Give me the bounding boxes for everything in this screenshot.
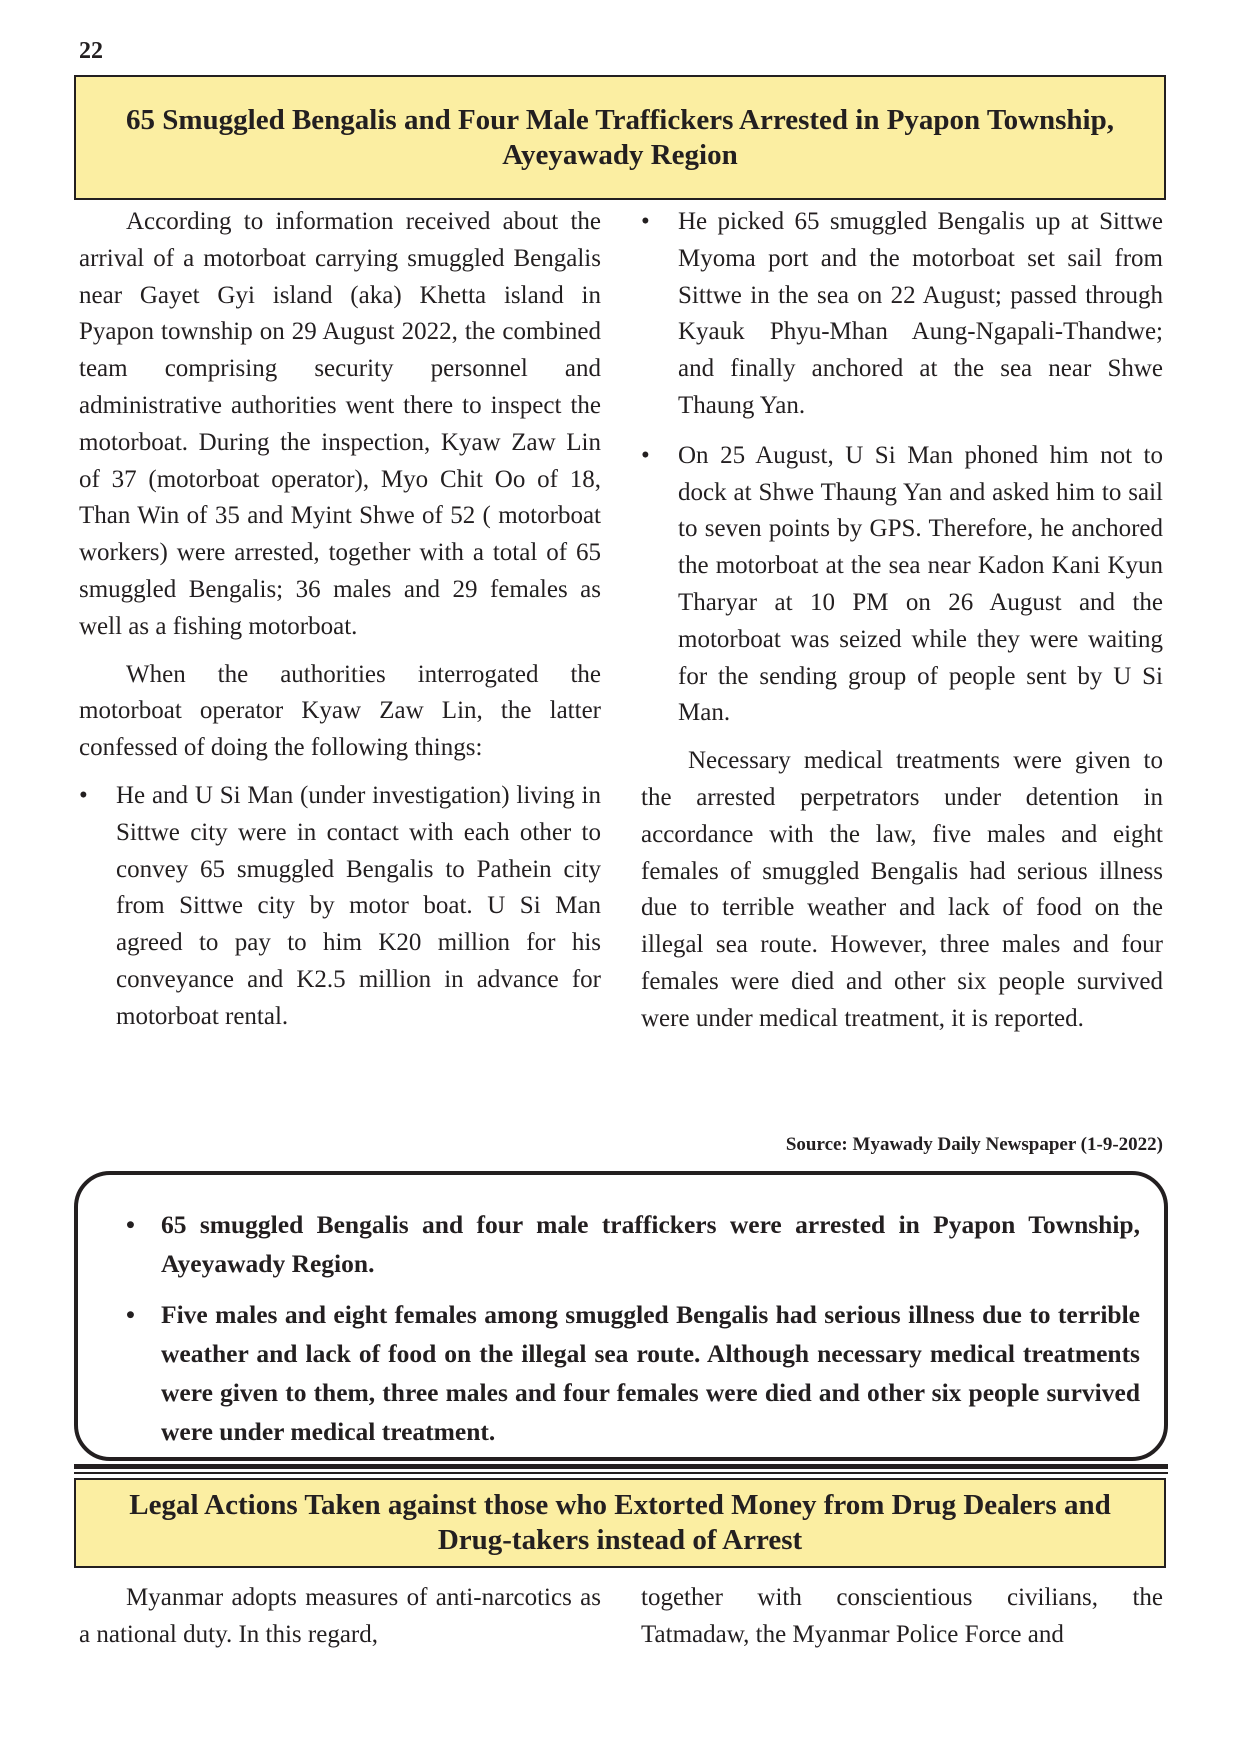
page-number: 22: [79, 38, 103, 64]
summary-box: [74, 1171, 1168, 1461]
article-paragraph: When the authorities interrogated the motorboat operator Kyaw Zaw Lin, the latter confessed of doing the following things:: [79, 660, 601, 762]
article-paragraph: Necessary medical treatments were given to the arrested perpetrators under detention in accordance with the law, five males and eight females of smuggled Bengalis had serious illness due to terrible weather and lack of food on the illegal sea route. However, three males and four females were died and other six people survived were under medical treatment, it is reported.: [641, 747, 1163, 1032]
article-title: [74, 75, 1166, 200]
confession-list-continued: [641, 204, 1163, 732]
summary-item: • 65 smuggled Bengalis and four male traffickers were arrested in Pyapon Township, Ayeyawady Region.: [126, 1205, 1140, 1283]
article-title-line2: Drug-takers instead of Arrest: [437, 1524, 803, 1556]
article-paragraph: Myanmar adopts measures of anti-narcotics as a national duty. In this regard,: [79, 1584, 601, 1648]
article-paragraph: together with conscientious civilians, the Tatmadaw, the Myanmar Police Force and: [641, 1584, 1163, 1648]
divider-thick: [74, 1464, 1168, 1469]
confession-list: [79, 778, 601, 1036]
article-paragraph: According to information received about the arrival of a motorboat carrying smuggled Bengalis near Gayet Gyi island (aka) Khetta island in Pyapon township on 29 August 2022, the combined team comprising security personnel and administrative authorities went there to inspect the motorboat. During the inspection, Kyaw Zaw Lin of 37 (motorboat operator), Myo Chit Oo of 18, Than Win of 35 and Myint Shwe of 52 ( motorboat workers) were arrested, together with a total of 65 smuggled Bengalis; 36 males and 29 females as well as a fishing motorboat.: [79, 208, 601, 640]
article-title-line1: Legal Actions Taken against those who Extorted Money from Drug Dealers and: [129, 1489, 1111, 1521]
article-left-column: [79, 1580, 601, 1654]
article-right-column: [641, 1580, 1163, 1654]
summary-list: [126, 1205, 1140, 1451]
article-left-column: [79, 204, 601, 1036]
article-title-line2: Ayeyawady Region: [502, 138, 738, 171]
list-item: • He picked 65 smuggled Bengalis up at Sittwe Myoma port and the motorboat set sail from Sittwe in the sea on 22 August; passed through Kyauk Phyu-Mhan Aung-Ngapali-Thandwe; and finally anchored at the sea near Shwe Thaung Yan.: [641, 204, 1163, 425]
list-item: • He and U Si Man (under investigation) living in Sittwe city were in contact with each other to convey 65 smuggled Bengalis to Pathein city from Sittwe city by motor boat. U Si Man agreed to pay to him K20 million for his conveyance and K2.5 million in advance for motorboat rental.: [79, 778, 601, 1036]
divider-thin: [74, 1472, 1168, 1474]
summary-item: • Five males and eight females among smuggled Bengalis had serious illness due to terrible weather and lack of food on the illegal sea route. Although necessary medical treatments were given to them, three males and four females were died and other six people survived were under medical treatment.: [126, 1295, 1140, 1451]
article-title-line1: 65 Smuggled Bengalis and Four Male Traffickers Arrested in Pyapon Township,: [125, 103, 1114, 136]
article-title: [74, 1478, 1166, 1568]
list-item: • On 25 August, U Si Man phoned him not to dock at Shwe Thaung Yan and asked him to sail to seven points by GPS. Therefore, he anchored the motorboat at the sea near Kadon Kani Kyun Tharyar at 10 PM on 26 August and the motorboat was seized while they were waiting for the sending group of people sent by U Si Man.: [641, 438, 1163, 732]
source-citation: Source: Myawady Daily Newspaper (1-9-2022): [785, 1134, 1163, 1155]
article-right-column: [641, 204, 1163, 1038]
